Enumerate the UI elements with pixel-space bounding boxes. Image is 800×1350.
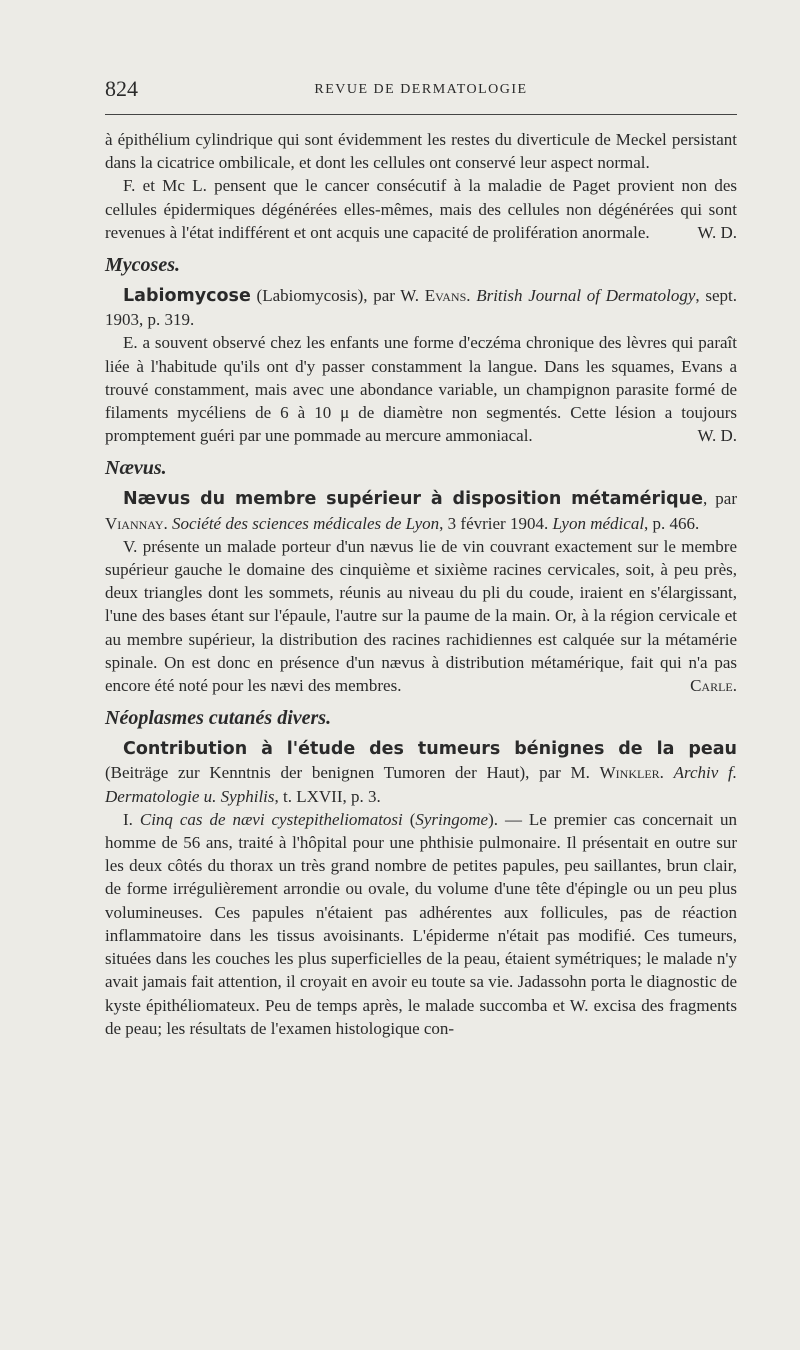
running-title: REVUE DE DERMATOLOGIE bbox=[314, 82, 528, 97]
section-heading: Nævus. bbox=[105, 457, 167, 480]
article-title: Contribution à l'étude des tumeurs bénignes de la peau bbox=[123, 739, 737, 760]
page-number: 824 bbox=[105, 76, 138, 101]
article-reference bbox=[105, 487, 737, 534]
paragraph bbox=[105, 535, 737, 697]
reference-text: , t. LXVII, p. 3. bbox=[274, 786, 381, 806]
signature: Carle. bbox=[690, 676, 737, 696]
reference-text: , 3 février 1904. bbox=[439, 513, 553, 533]
author-name: Winkler bbox=[599, 763, 660, 783]
journal-name: Société des sciences médicales de Lyon bbox=[172, 513, 440, 533]
author-name: Evans bbox=[424, 286, 467, 306]
reference-text: (Labiomycosis), par W. bbox=[250, 286, 425, 306]
paragraph: à épithélium cylindrique qui sont évidemment les restes du diverticule de Meckel persistant dans la cicatrice ombilicale, et dont les cellules ont conservé leur aspect normal. bbox=[105, 130, 737, 173]
page-header bbox=[105, 76, 737, 104]
header-rule bbox=[105, 114, 737, 115]
paragraph-text: ). — Le premier cas concernait un homme de 56 ans, traité à l'hôpital pour une phthisie pulmonaire. Il présentait en outre sur les deux côtés du thorax un très grand nombre de petites papules, peu saillantes, brun clair, de forme irrégulièrement arrondie ou ovale, du volume d'une tête d'épingle ou un peu plus volumineuses. Ces papules n'étaient pas adhérentes aux follicules, pas de réaction inflammatoire dans les tissus avoisinants. L'épiderme n'était pas modifié. Ces tumeurs, situées dans les couches les plus superficielles de la peau, étaient symétriques; le malade n'y avait jamais fait attention, il croyait en avoir eu toute sa vie. Jadassohn porta le diagnostic de kyste épithéliomateux. Peu de temps après, le malade succomba et W. excisa des fragments de peau; les résultats de l'examen histologique con- bbox=[105, 809, 737, 1038]
paragraph-text: V. présente un malade porteur d'un nævus lie de vin couvrant exactement sur le membre supérieur gauche le domaine des cinquième et sixième racines cervicales, soit, à peu près, deux triangles dont les sommets, réunis au niveau du pli du coude, iraient en s'élargissant, l'une des bases étant sur l'épaule, l'autre sur la paume de la main. Or, à la région cervicale et au membre supérieur, la distribution des racines rachidiennes est calquée sur la métamérie spinale. On est donc en présence d'un nævus à distribution métamérique, fait qui n'a pas encore été noté pour les nævi des membres. bbox=[105, 536, 737, 696]
section-heading: Néoplasmes cutanés divers. bbox=[105, 707, 332, 730]
signature: W. D. bbox=[697, 222, 737, 242]
reference-text: (Beiträge zur Kenntnis der benignen Tumoren der Haut), par M. bbox=[105, 763, 600, 783]
paragraph bbox=[105, 331, 737, 447]
reference-text: . bbox=[659, 763, 674, 783]
reference-text: . bbox=[163, 513, 173, 533]
case-label: I. bbox=[123, 809, 140, 829]
reference-text: . bbox=[466, 286, 477, 306]
paragraph-text: ( bbox=[402, 809, 416, 829]
article-reference bbox=[105, 284, 737, 331]
section-heading: Mycoses. bbox=[105, 254, 180, 277]
article-title: Nævus du membre supérieur à disposition métamérique bbox=[123, 489, 704, 510]
article-title: Labiomycose bbox=[123, 286, 251, 307]
journal-name: Archiv f. Dermatologie u. Syphilis bbox=[105, 763, 738, 806]
signature: W. D. bbox=[697, 426, 737, 446]
reference-text: , par bbox=[703, 489, 737, 509]
journal-name: Lyon médical bbox=[552, 513, 645, 533]
reference-text: , p. 466. bbox=[644, 513, 700, 533]
journal-name: British Journal of Dermatology bbox=[476, 286, 696, 306]
page-body bbox=[105, 128, 737, 1040]
reference-text: , sept. 1903, p. 319. bbox=[105, 286, 737, 330]
paragraph bbox=[105, 174, 737, 244]
paragraph-text: E. a souvent observé chez les enfants une forme d'eczéma chronique des lèvres qui paraît liée à l'habitude qu'ils ont d'y passer constamment la langue. Dans les squames, Evans a trouvé constamment, mais avec une abondance variable, un champignon parasite formé de filaments mycéliens de 6 à 10 μ de diamètre non segmentés. Cette lésion a toujours promptement guéri par une pommade au mercure ammoniacal. bbox=[105, 333, 737, 446]
article-reference bbox=[105, 737, 737, 808]
case-subtitle: Syringome bbox=[415, 809, 489, 829]
case-title: Cinq cas de nævi cystepitheliomatosi bbox=[139, 809, 403, 829]
paragraph-text: F. et Mc L. pensent que le cancer consécutif à la maladie de Paget provient non des cellules épidermiques dégénérées elles-mêmes, mais des cellules non dégénérées qui sont revenues à l'état indifférent et ont acquis une capacité de prolifération anormale. bbox=[105, 176, 737, 242]
author-name: Viannay bbox=[105, 513, 164, 533]
paragraph bbox=[105, 808, 737, 1040]
